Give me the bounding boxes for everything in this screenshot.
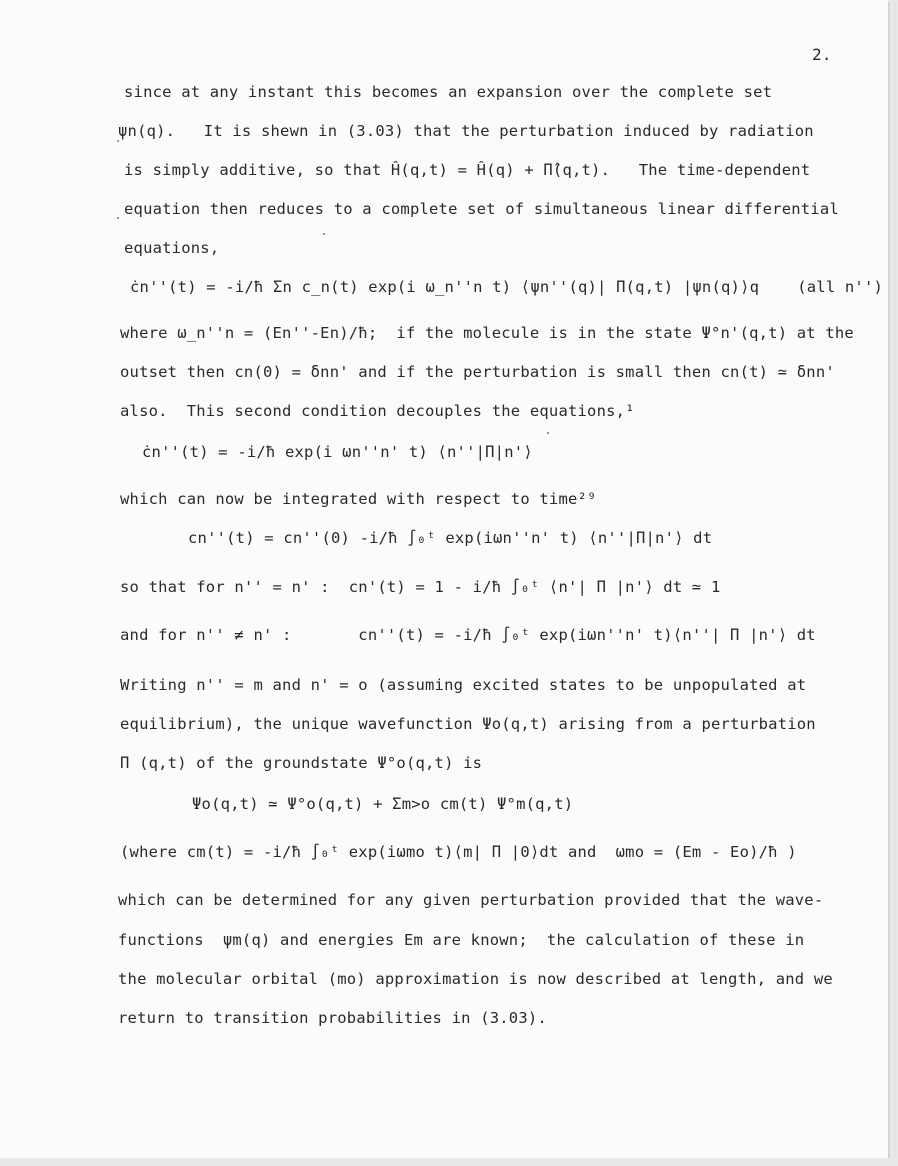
text-line: which can now be integrated with respect to time²⁹ [120,490,597,508]
equation: (where cm(t) = -i/ħ ∫₀ᵗ exp(iωmo t)⟨m| Π |0⟩dt and ωmo = (Em - Eo)/ħ ) [120,843,797,861]
paper-edge [894,0,896,1158]
ink-speck [547,432,549,434]
equation: ċn''(t) = -i/ħ Σn c_n(t) exp(i ω_n''n t) ⟨ψn''(q)| Π(q,t) |ψn(q)⟩q (all n'') [130,278,884,296]
equation: cn''(t) = cn''(0) -i/ħ ∫₀ᵗ exp(iωn''n' t) ⟨n''|Π|n'⟩ dt [188,529,713,547]
text-line: also. This second condition decouples the equations,¹ [120,402,635,420]
text-line: ψn(q). It is shewn in (3.03) that the perturbation induced by radiation [118,122,814,140]
text-line: the molecular orbital (mo) approximation is now described at length, and we [118,970,833,988]
equation: Ψo(q,t) ≃ Ψ°o(q,t) + Σm>o cm(t) Ψ°m(q,t) [192,795,574,813]
text-line: where ω_n''n = (En''-En)/ħ; if the molecule is in the state Ψ°n'(q,t) at the [120,324,854,342]
text-line: Π (q,t) of the groundstate Ψ°o(q,t) is [120,754,483,772]
page-number: 2. [812,45,832,64]
text-line: which can be determined for any given perturbation provided that the wave- [118,891,824,909]
paper-bottom-border [0,1158,898,1166]
text-line: outset then cn(0) = δnn' and if the perturbation is small then cn(t) ≃ δnn' [120,363,835,381]
equation: and for n'' ≠ n' : cn''(t) = -i/ħ ∫₀ᵗ exp(iωn''n' t)⟨n''| Π |n'⟩ dt [120,626,816,644]
ink-speck [117,217,119,219]
text-line: equation then reduces to a complete set of simultaneous linear differential [124,200,839,218]
equation: ċn''(t) = -i/ħ exp(i ωn''n' t) ⟨n''|Π|n'⟩ [142,443,533,461]
text-line: functions ψm(q) and energies Em are known; the calculation of these in [118,931,805,949]
text-line: is simply additive, so that Ĥ(q,t) = Ĥ(q) + Π̂(q,t). The time-dependent [124,161,811,179]
equation: so that for n'' = n' : cn'(t) = 1 - i/ħ ∫₀ᵗ ⟨n'| Π |n'⟩ dt ≃ 1 [120,578,721,596]
text-line: since at any instant this becomes an expansion over the complete set [124,83,773,101]
text-line: equilibrium), the unique wavefunction Ψo(q,t) arising from a perturbation [120,715,816,733]
ink-speck [117,140,119,142]
text-line: return to transition probabilities in (3.03). [118,1009,547,1027]
text-line: equations, [124,239,220,257]
ink-speck [323,233,325,235]
text-line: Writing n'' = m and n' = o (assuming excited states to be unpopulated at [120,676,807,694]
